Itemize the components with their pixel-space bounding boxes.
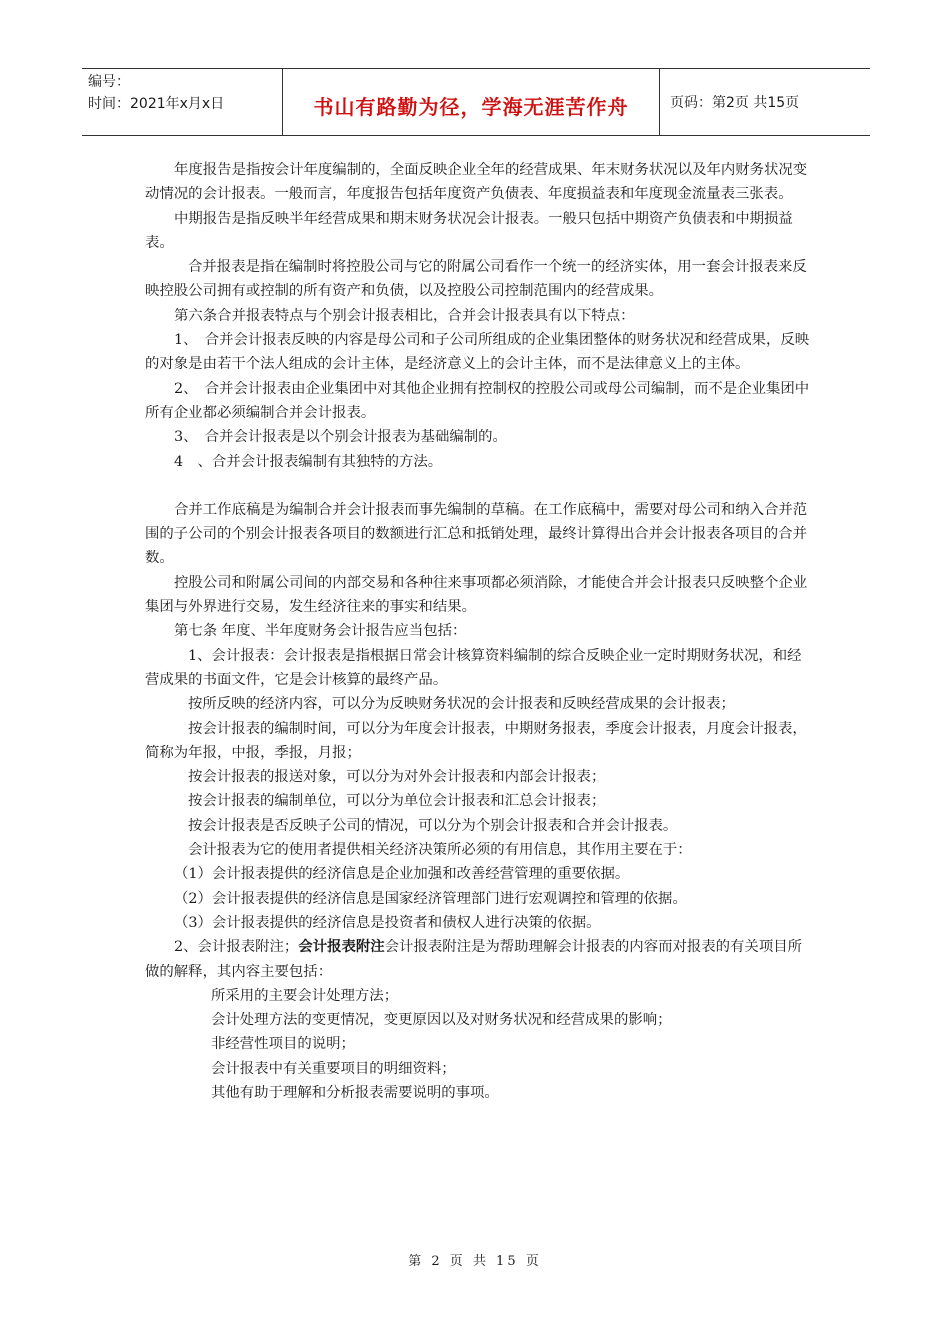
article-six-heading: 第六条合并报表特点与个别会计报表相比，合并会计报表具有以下特点： bbox=[174, 307, 635, 324]
paragraph-classification: 按会计报表的编制时间，可以分为年度会计报表，中期财务报表，季度会计报表，月度会计报表，简称为年报，中报，季报，月报； bbox=[145, 720, 807, 761]
list-item: （2）会计报表提供的经济信息是国家经济管理部门进行宏观调控和管理的依据。 bbox=[174, 890, 687, 907]
list-item: 非经营性项目的说明； bbox=[211, 1036, 355, 1053]
paragraph-consolidated-report: 合并报表是指在编制时将控股公司与它的附属公司看作一个统一的经济实体，用一套会计报表来反映控股公司拥有或控制的所有资产和负债，以及控股公司控制范围内的经营成果。 bbox=[145, 259, 807, 300]
list-item: 1、 合并会计报表反映的内容是母公司和子公司所组成的企业集团整体的财务状况和经营成果，反映的对象是由若干个法人组成的会计主体，是经济意义上的会计主体，而不是法律意义上的主体。 bbox=[145, 332, 810, 373]
paragraph-functions-intro: 会计报表为它的使用者提供相关经济决策所必须的有用信息，其作用主要在于： bbox=[188, 842, 692, 859]
notes-item-label: 2、会计报表附注； bbox=[174, 939, 299, 956]
paragraph-classification: 按会计报表是否反映子公司的情况，可以分为个别会计报表和合并会计报表。 bbox=[188, 817, 678, 834]
list-item: 2、 合并会计报表由企业集团中对其他企业拥有控制权的控股公司或母公司编制，而不是企业集团中所有企业都必须编制合并会计报表。 bbox=[145, 380, 810, 421]
paragraph-elimination: 控股公司和附属公司间的内部交易和各种往来事项都必须消除，才能使合并会计报表只反映整个企业集团与外界进行交易，发生经济往来的事实和结果。 bbox=[145, 574, 808, 616]
paragraph-classification: 按会计报表的编制单位，可以分为单位会计报表和汇总会计报表； bbox=[188, 793, 606, 810]
list-item: （3）会计报表提供的经济信息是投资者和债权人进行决策的依据。 bbox=[174, 914, 601, 931]
list-item: 3、 合并会计报表是以个别会计报表为基础编制的。 bbox=[174, 429, 507, 446]
page-footer: 第 2 页 共 15 页 bbox=[408, 1254, 542, 1269]
notes-bold-term: 会计报表附注 bbox=[298, 938, 385, 956]
paragraph-accounting-statements: 1、会计报表：会计报表是指根据日常会计核算资料编制的综合反映企业一定时期财务状况，和经营成果的书面文件，它是会计核算的最终产品。 bbox=[145, 647, 802, 688]
paragraph-annual-report: 年度报告是指按会计年度编制的，全面反映企业全年的经营成果、年末财务状况以及年内财务状况变动情况的会计报表。一般而言，年度报告包括年度资产负债表、年度损益表和年度现金流量表三张表。 bbox=[145, 162, 808, 203]
header-motto: 书山有路勤为径，学海无涯苦作舟 bbox=[282, 69, 660, 135]
paragraph-interim-report: 中期报告是指反映半年经营成果和期末财务状况会计报表。一般只包括中期资产负债表和中期损益表。 bbox=[145, 210, 793, 251]
list-item: 会计处理方法的变更情况，变更原因以及对财务状况和经营成果的影响； bbox=[211, 1012, 672, 1029]
document-number-label: 编号： bbox=[88, 74, 130, 90]
article-seven-heading: 第七条 年度、半年度财务会计报告应当包括： bbox=[174, 623, 467, 640]
document-body bbox=[145, 158, 813, 1105]
paragraph-worksheet: 合并工作底稿是为编制合并会计报表而事先编制的草稿。在工作底稿中，需要对母公司和纳入合并范围的子公司的个别会计报表各项目的数额进行汇总和抵销处理，最终计算得出合并会计报表各项目的合并数。 bbox=[145, 501, 808, 567]
list-item: 其他有助于理解和分析报表需要说明的事项。 bbox=[211, 1084, 499, 1101]
list-item: 会计报表中有关重要项目的明细资料； bbox=[211, 1060, 456, 1077]
paragraph-spacer bbox=[145, 474, 813, 498]
list-item: 4 、合并会计报表编制有其独特的方法。 bbox=[174, 453, 443, 470]
notes-definition: 会计报表附注是为帮助理解会计报表的内容而对报表的有关项目所做的解释，其内容主要包括： bbox=[145, 939, 802, 980]
paragraph-notes bbox=[145, 935, 813, 984]
header-meta bbox=[82, 69, 282, 135]
page-header bbox=[82, 68, 870, 136]
document-date: 时间：2021年x月x日 bbox=[88, 96, 225, 112]
list-item: （1）会计报表提供的经济信息是企业加强和改善经营管理的重要依据。 bbox=[174, 866, 630, 883]
paragraph-classification: 按所反映的经济内容，可以分为反映财务状况的会计报表和反映经营成果的会计报表； bbox=[188, 696, 735, 713]
list-item: 所采用的主要会计处理方法； bbox=[211, 987, 399, 1004]
header-page-info: 页码：第2页 共15页 bbox=[670, 95, 800, 111]
paragraph-classification: 按会计报表的报送对象，可以分为对外会计报表和内部会计报表； bbox=[188, 769, 606, 786]
